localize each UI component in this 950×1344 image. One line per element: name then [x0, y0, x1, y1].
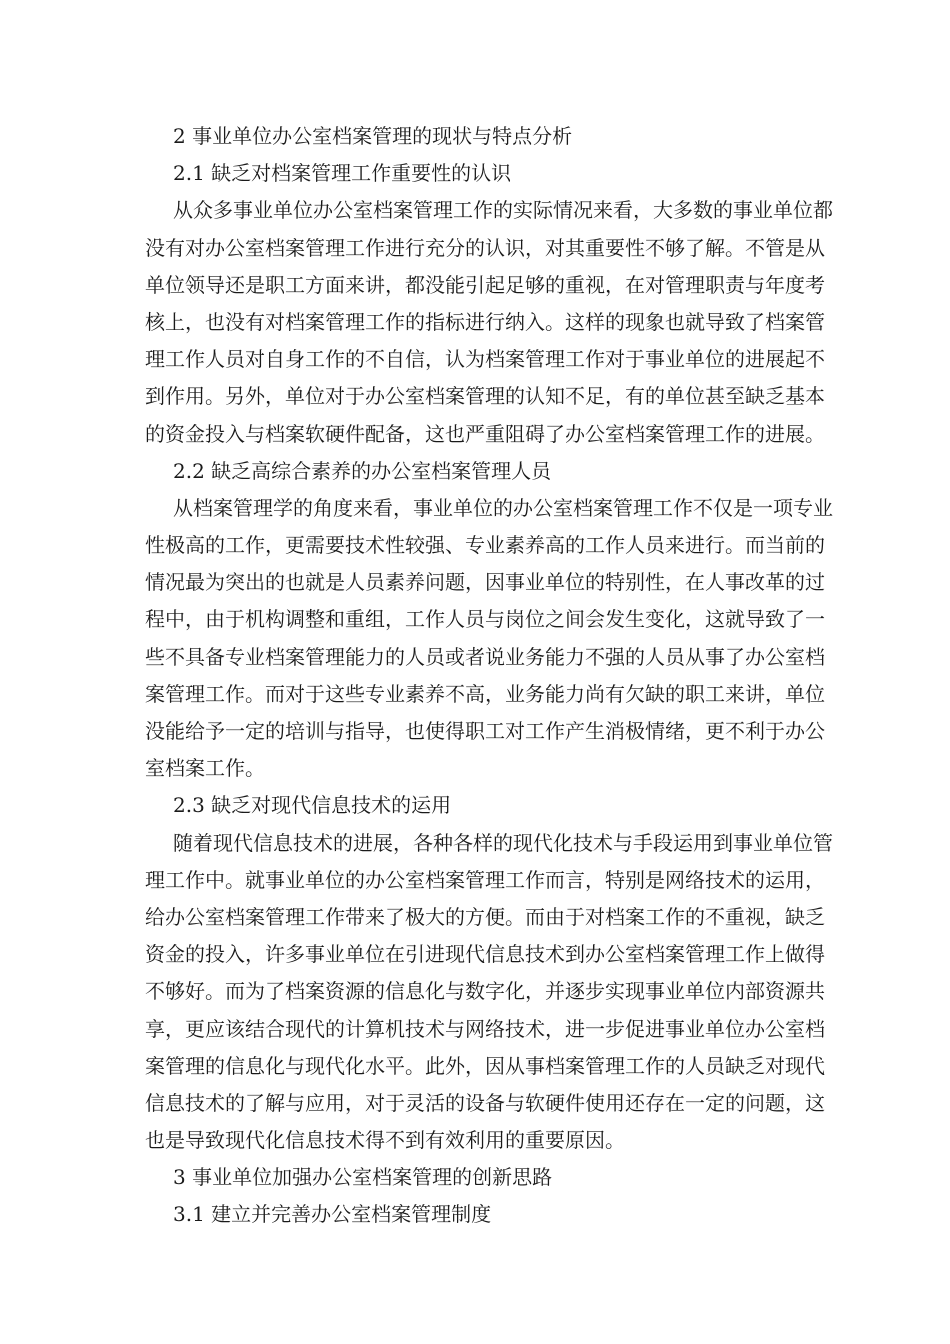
paragraph-line: 的资金投入与档案软硬件配备，这也严重阻碍了办公室档案管理工作的进展。: [145, 421, 825, 446]
document-body: [145, 118, 833, 1234]
paragraph-line: 享，更应该结合现代的计算机技术与网络技术，进一步促进事业单位办公室档: [145, 1016, 825, 1041]
paragraph-line: 没能给予一定的培训与指导，也使得职工对工作产生消极情绪，更不利于办公: [145, 719, 825, 743]
paragraph-line: 没有对办公室档案管理工作进行充分的认识，对其重要性不够了解。不管是从: [145, 235, 825, 260]
paragraph-line: 随着现代信息技术的进展，各种各样的现代化技术与手段运用到事业单位管: [173, 830, 833, 855]
subsection-heading-2-3: 2.3 缺乏对现代信息技术的运用: [173, 793, 452, 818]
paragraph-line: 不够好。而为了档案资源的信息化与数字化，并逐步实现事业单位内部资源共: [145, 979, 825, 1004]
section-heading-2: 2 事业单位办公室档案管理的现状与特点分析: [173, 124, 573, 148]
paragraph-line: 也是导致现代化信息技术得不到有效利用的重要原因。: [145, 1128, 625, 1153]
paragraph-line: 案管理的信息化与现代化水平。此外，因从事档案管理工作的人员缺乏对现代: [145, 1053, 825, 1078]
paragraph-line: 程中，由于机构调整和重组，工作人员与岗位之间会发生变化，这就导致了一: [145, 607, 825, 632]
paragraph-line: 给办公室档案管理工作带来了极大的方便。而由于对档案工作的不重视，缺乏: [145, 904, 825, 929]
subsection-heading-2-1: 2.1 缺乏对档案管理工作重要性的认识: [173, 161, 512, 186]
paragraph-line: 理工作中。就事业单位的办公室档案管理工作而言，特别是网络技术的运用，: [145, 867, 825, 892]
paragraph-line: 情况最为突出的也就是人员素养问题，因事业单位的特别性，在人事改革的过: [145, 570, 825, 595]
paragraph-line: 从档案管理学的角度来看，事业单位的办公室档案管理工作不仅是一项专业: [173, 495, 833, 520]
paragraph-line: 核上，也没有对档案管理工作的指标进行纳入。这样的现象也就导致了档案管: [145, 309, 825, 334]
paragraph-line: 室档案工作。: [145, 756, 265, 781]
paragraph-line: 理工作人员对自身工作的不自信，认为档案管理工作对于事业单位的进展起不: [145, 347, 825, 372]
paragraph-line: 从众多事业单位办公室档案管理工作的实际情况来看，大多数的事业单位都: [173, 198, 833, 223]
paragraph-line: 性极高的工作，更需要技术性较强、专业素养高的工作人员来进行。而当前的: [145, 533, 825, 558]
paragraph-line: 案管理工作。而对于这些专业素养不高，业务能力尚有欠缺的职工来讲，单位: [145, 681, 825, 706]
subsection-heading-3-1: 3.1 建立并完善办公室档案管理制度: [173, 1202, 492, 1227]
paragraph-line: 到作用。另外，单位对于办公室档案管理的认知不足，有的单位甚至缺乏基本: [145, 384, 825, 409]
paragraph-line: 单位领导还是职工方面来讲，都没能引起足够的重视，在对管理职责与年度考: [145, 272, 825, 297]
section-heading-3: 3 事业单位加强办公室档案管理的创新思路: [173, 1165, 553, 1190]
paragraph-line: 些不具备专业档案管理能力的人员或者说业务能力不强的人员从事了办公室档: [145, 644, 825, 669]
subsection-heading-2-2: 2.2 缺乏高综合素养的办公室档案管理人员: [173, 458, 552, 483]
paragraph-line: 信息技术的了解与应用，对于灵活的设备与软硬件使用还存在一定的问题，这: [145, 1090, 825, 1115]
paragraph-line: 资金的投入，许多事业单位在引进现代信息技术到办公室档案管理工作上做得: [145, 942, 825, 967]
